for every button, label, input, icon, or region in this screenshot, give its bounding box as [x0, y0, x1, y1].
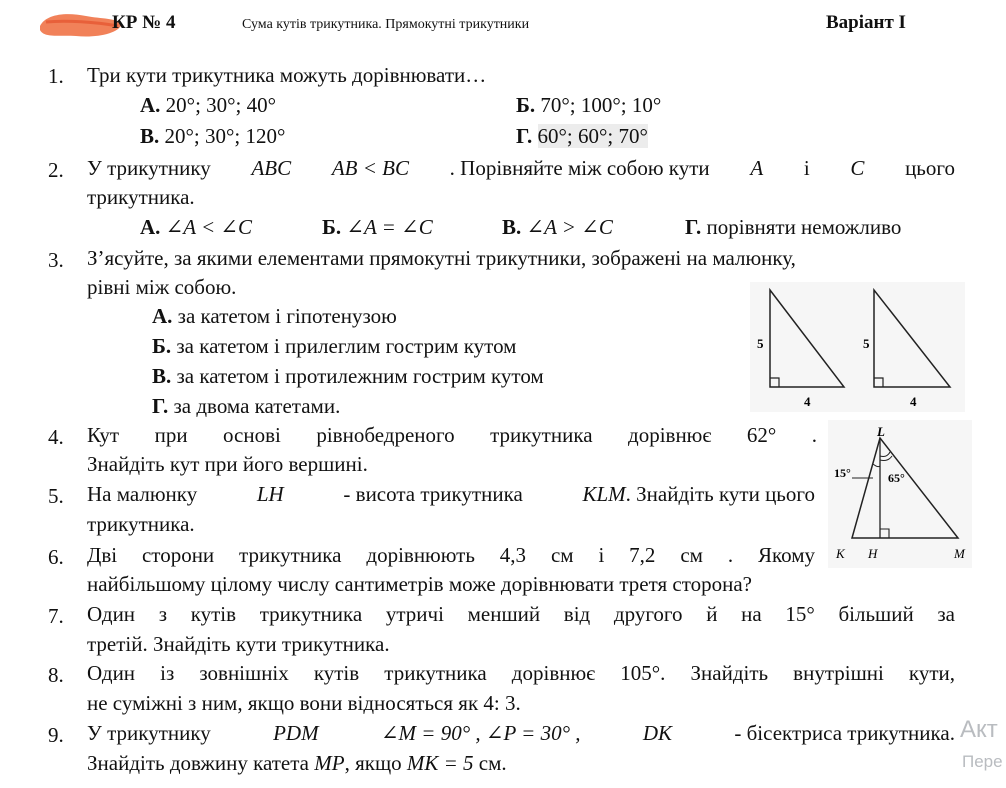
triangle-left-leg-h-label: 4 — [804, 394, 811, 409]
vertex-label-k: K — [836, 546, 845, 561]
q7-line1: Один з кутів трикутника утричі менший від другого й на 15° більший за — [87, 602, 955, 626]
watermark-line1: Акт — [960, 716, 998, 743]
angle-label-65: 65° — [888, 471, 905, 485]
q3-option-b: Б. за катетом і прилеглим гострим кутом — [152, 334, 517, 358]
q1-option-a: А. 20°; 30°; 40° — [140, 93, 277, 117]
header-variant: Варіант І — [826, 12, 906, 33]
q2-number: 2. — [48, 158, 64, 182]
angle-label-15: 15° — [834, 466, 851, 480]
q7-number: 7. — [48, 604, 64, 628]
vertex-label-l: L — [877, 424, 885, 439]
triangle-right-leg-h-label: 4 — [910, 394, 917, 409]
q2-option-b: Б. ∠A = ∠C — [322, 215, 433, 239]
q8-number: 8. — [48, 663, 64, 687]
triangle-right-leg-v-label: 5 — [863, 336, 870, 351]
q9-line1: У трикутнику PDM ∠M = 90° , ∠P = 30° , DK - бісектриса трикутника. — [87, 721, 955, 745]
q3-right-triangles-figure — [750, 282, 965, 412]
redaction-scribble — [36, 8, 124, 42]
q2-option-c: В. ∠A > ∠C — [502, 215, 613, 239]
q1-option-b: Б. 70°; 100°; 10° — [516, 93, 662, 117]
q3-option-c: В. за катетом і протилежним гострим кутом — [152, 364, 544, 388]
q2-option-d: Г. порівняти неможливо — [685, 215, 902, 239]
q1-number: 1. — [48, 64, 64, 88]
q1-option-d: Г. 60°; 60°; 70° — [516, 124, 648, 148]
q2-line1: У трикутнику ABC AB < BC . Порівняйте між собою кути A і C цього — [87, 156, 955, 180]
q1-option-c: В. 20°; 30°; 120° — [140, 124, 286, 148]
q4-line1: Кут при основі рівнобедреного трикутника дорівнює 62° . — [87, 423, 817, 447]
q5-number: 5. — [48, 484, 64, 508]
q3-option-a: А. за катетом і гіпотенузою — [152, 304, 397, 328]
q5-triangle-klm-figure — [828, 420, 972, 568]
vertex-label-h: H — [868, 546, 878, 561]
watermark-line2: Пере — [962, 752, 1003, 771]
q8-line2: не суміжні з ним, якщо вони відносяться як 4: 3. — [87, 691, 521, 715]
q5-line1: На малюнку LH - висота трикутника KLM. Знайдіть кути цього — [87, 482, 815, 506]
q5-line2: трикутника. — [87, 512, 195, 536]
q2-option-a: А. ∠A < ∠C — [140, 215, 252, 239]
q4-number: 4. — [48, 425, 64, 449]
header-topic: Сума кутів трикутника. Прямокутні трикутники — [242, 17, 530, 32]
q3-option-d: Г. за двома катетами. — [152, 394, 341, 418]
q6-number: 6. — [48, 545, 64, 569]
q8-line1: Один із зовнішніх кутів трикутника дорівнює 105°. Знайдіть внутрішні кути, — [87, 661, 955, 685]
header-test-number: КР № 4 — [112, 12, 176, 33]
vertex-label-m: M — [954, 546, 965, 561]
q2-line2: трикутника. — [87, 185, 195, 209]
q3-line1: З’ясуйте, за якими елементами прямокутні трикутники, зображені на малюнку, — [87, 246, 796, 270]
q9-line2: Знайдіть довжину катета MP, якщо MK = 5 см. — [87, 751, 507, 775]
triangle-left-leg-v-label: 5 — [757, 336, 764, 351]
q7-line2: третій. Знайдіть кути трикутника. — [87, 632, 390, 656]
q6-line2: найбільшому цілому числу сантиметрів може дорівнювати третя сторона? — [87, 572, 752, 596]
q9-number: 9. — [48, 723, 64, 747]
q3-number: 3. — [48, 248, 64, 272]
q1-text: Три кути трикутника можуть дорівнювати… — [87, 63, 487, 87]
q4-line2: Знайдіть кут при його вершині. — [87, 452, 368, 476]
q6-line1: Дві сторони трикутника дорівнюють 4,3 см і 7,2 см . Якому — [87, 543, 815, 567]
q3-line2: рівні між собою. — [87, 275, 237, 299]
